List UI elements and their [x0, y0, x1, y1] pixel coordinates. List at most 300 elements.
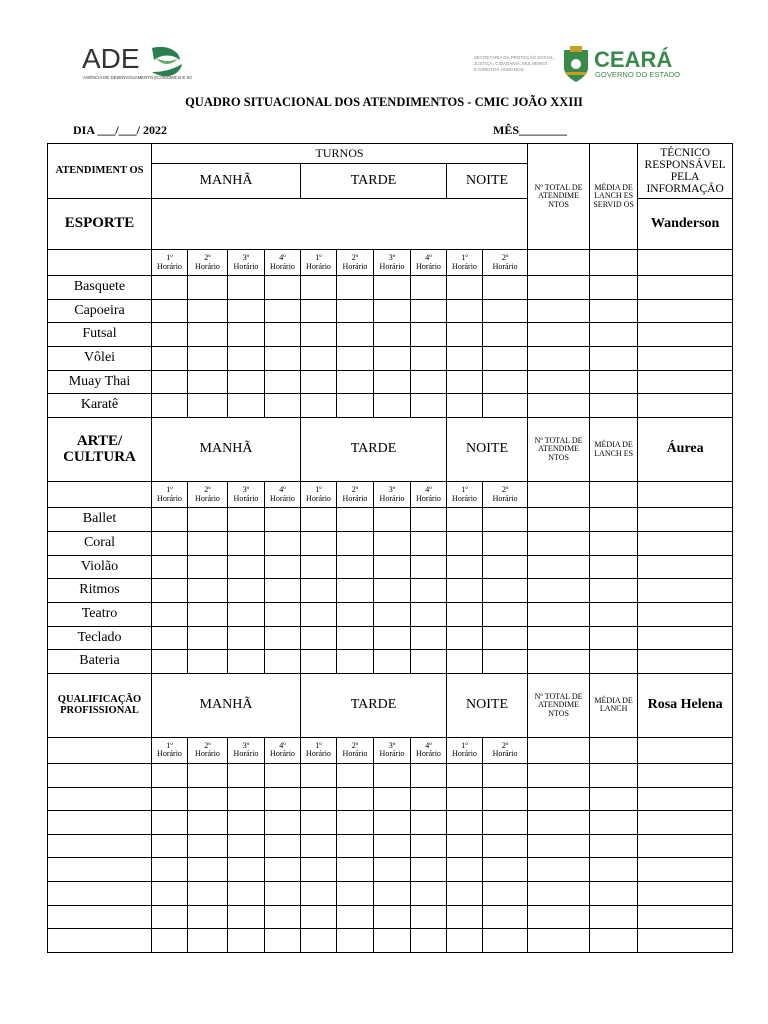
horario-cell[interactable]: [483, 531, 528, 555]
horario-cell[interactable]: [447, 394, 483, 418]
horario-cell[interactable]: [265, 276, 301, 300]
horario-cell[interactable]: [337, 347, 374, 371]
horario-cell[interactable]: [483, 811, 528, 835]
tecnico-cell[interactable]: [638, 323, 733, 347]
horario-cell[interactable]: [265, 787, 301, 811]
horario-cell[interactable]: [152, 602, 188, 626]
horario-cell[interactable]: [411, 276, 447, 300]
horario-cell[interactable]: [152, 579, 188, 603]
horario-cell[interactable]: [411, 763, 447, 787]
horario-cell[interactable]: [301, 787, 337, 811]
total-cell[interactable]: [528, 555, 590, 579]
horario-cell[interactable]: [188, 394, 228, 418]
media-cell[interactable]: [590, 650, 638, 674]
tecnico-cell[interactable]: [638, 579, 733, 603]
horario-cell[interactable]: [188, 626, 228, 650]
horario-cell[interactable]: [483, 787, 528, 811]
total-cell[interactable]: [528, 299, 590, 323]
horario-cell[interactable]: [265, 811, 301, 835]
horario-cell[interactable]: [265, 555, 301, 579]
horario-cell[interactable]: [374, 276, 411, 300]
horario-cell[interactable]: [228, 508, 265, 532]
horario-cell[interactable]: [483, 763, 528, 787]
horario-cell[interactable]: [483, 299, 528, 323]
tecnico-cell[interactable]: [638, 555, 733, 579]
media-cell[interactable]: [590, 323, 638, 347]
horario-cell[interactable]: [188, 323, 228, 347]
horario-cell[interactable]: [301, 602, 337, 626]
tecnico-cell[interactable]: [638, 276, 733, 300]
total-cell[interactable]: [528, 347, 590, 371]
horario-cell[interactable]: [447, 626, 483, 650]
horario-cell[interactable]: [374, 787, 411, 811]
horario-cell[interactable]: [228, 579, 265, 603]
horario-cell[interactable]: [483, 347, 528, 371]
horario-cell[interactable]: [152, 299, 188, 323]
horario-cell[interactable]: [228, 650, 265, 674]
horario-cell[interactable]: [301, 579, 337, 603]
horario-cell[interactable]: [337, 787, 374, 811]
horario-cell[interactable]: [447, 370, 483, 394]
horario-cell[interactable]: [265, 650, 301, 674]
horario-cell[interactable]: [152, 834, 188, 858]
horario-cell[interactable]: [301, 323, 337, 347]
secretaria-line-1: SECRETARIA DA PROTEÇÃO SOCIAL,: [474, 55, 555, 60]
horario-cell[interactable]: [447, 650, 483, 674]
horario-cell[interactable]: [447, 276, 483, 300]
total-cell[interactable]: [528, 858, 590, 882]
tecnico-cell[interactable]: [638, 650, 733, 674]
horario-cell[interactable]: [483, 881, 528, 905]
horario-cell[interactable]: [374, 299, 411, 323]
activity-row: [48, 763, 733, 787]
tecnico-name: Áurea: [638, 418, 733, 482]
horario-cell[interactable]: [301, 905, 337, 929]
horario-cell[interactable]: [228, 905, 265, 929]
horario-cell[interactable]: [188, 579, 228, 603]
horario-cell[interactable]: [301, 650, 337, 674]
horario-cell[interactable]: [483, 508, 528, 532]
horario-cell[interactable]: [228, 858, 265, 882]
horario-cell[interactable]: [447, 881, 483, 905]
media-cell[interactable]: [590, 579, 638, 603]
horario-cell[interactable]: [447, 787, 483, 811]
horario-cell[interactable]: [483, 323, 528, 347]
horario-cell[interactable]: [265, 370, 301, 394]
tecnico-cell[interactable]: [638, 834, 733, 858]
horario-cell[interactable]: [228, 602, 265, 626]
total-header: Nº TOTAL DE ATENDIME NTOS: [528, 418, 590, 482]
horario-cell[interactable]: [228, 811, 265, 835]
horario-cell[interactable]: [337, 811, 374, 835]
tecnico-cell[interactable]: [638, 858, 733, 882]
horario-cell[interactable]: [411, 347, 447, 371]
media-cell[interactable]: [590, 881, 638, 905]
tecnico-cell[interactable]: [638, 347, 733, 371]
activity-row: [48, 579, 733, 603]
total-cell[interactable]: [528, 323, 590, 347]
horario-cell[interactable]: [411, 787, 447, 811]
total-cell[interactable]: [528, 370, 590, 394]
horario-cell[interactable]: [228, 531, 265, 555]
horario-cell[interactable]: [374, 370, 411, 394]
horario-cell[interactable]: [301, 370, 337, 394]
horario-cell[interactable]: [265, 299, 301, 323]
horario-cell[interactable]: [337, 858, 374, 882]
media-cell[interactable]: [590, 508, 638, 532]
horario-cell[interactable]: [447, 834, 483, 858]
horario-cell[interactable]: [265, 834, 301, 858]
media-cell[interactable]: [590, 905, 638, 929]
activity-row: [48, 929, 733, 953]
horario-cell[interactable]: [411, 905, 447, 929]
horario-cell[interactable]: [337, 276, 374, 300]
horario-cell[interactable]: [411, 531, 447, 555]
horario-cell[interactable]: [337, 299, 374, 323]
total-cell[interactable]: [528, 531, 590, 555]
total-cell[interactable]: [528, 276, 590, 300]
horario-cell[interactable]: [374, 531, 411, 555]
activity-label: [48, 929, 152, 953]
horario-cell[interactable]: [447, 531, 483, 555]
horario-cell[interactable]: [301, 929, 337, 953]
horario-cell[interactable]: [447, 323, 483, 347]
horario-cell[interactable]: [152, 787, 188, 811]
horario-cell[interactable]: [188, 650, 228, 674]
activity-label: Ballet: [48, 508, 152, 532]
horario-cell[interactable]: [411, 323, 447, 347]
horario-cell[interactable]: [483, 579, 528, 603]
media-cell[interactable]: [590, 929, 638, 953]
horario-cell[interactable]: [188, 834, 228, 858]
tecnico-cell[interactable]: [638, 508, 733, 532]
horario-cell[interactable]: [411, 579, 447, 603]
horario-cell[interactable]: [152, 531, 188, 555]
horario-cell[interactable]: [188, 508, 228, 532]
horario-cell[interactable]: [188, 555, 228, 579]
horario-cell[interactable]: [265, 323, 301, 347]
horario-cell[interactable]: [188, 531, 228, 555]
horario-cell[interactable]: [337, 929, 374, 953]
horario-cell[interactable]: [411, 555, 447, 579]
horario-cell[interactable]: [337, 323, 374, 347]
horario-cell[interactable]: [337, 650, 374, 674]
horario-cell[interactable]: [374, 323, 411, 347]
horario-cell[interactable]: [447, 858, 483, 882]
media-cell[interactable]: [590, 250, 638, 276]
horario-cell[interactable]: [447, 602, 483, 626]
horario-cell[interactable]: [337, 602, 374, 626]
horario-cell[interactable]: [188, 299, 228, 323]
horario-cell[interactable]: [337, 508, 374, 532]
horario-cell[interactable]: [152, 370, 188, 394]
horario-cell[interactable]: [447, 763, 483, 787]
horario-cell[interactable]: [337, 394, 374, 418]
horario-cell[interactable]: [447, 508, 483, 532]
total-cell[interactable]: [528, 650, 590, 674]
tecnico-cell[interactable]: [638, 602, 733, 626]
horario-cell[interactable]: [374, 858, 411, 882]
horario-cell[interactable]: [188, 811, 228, 835]
horario-cell[interactable]: [447, 811, 483, 835]
horario-cell[interactable]: [411, 929, 447, 953]
tecnico-cell[interactable]: [638, 763, 733, 787]
horario-cell[interactable]: [337, 370, 374, 394]
tecnico-cell[interactable]: [638, 626, 733, 650]
tecnico-cell[interactable]: [638, 787, 733, 811]
horario-cell[interactable]: [301, 394, 337, 418]
horario-cell[interactable]: [228, 834, 265, 858]
horario-cell[interactable]: [265, 626, 301, 650]
tecnico-cell[interactable]: [638, 929, 733, 953]
horario-header: 1º Horário: [447, 250, 483, 276]
horario-cell[interactable]: [188, 881, 228, 905]
tecnico-cell[interactable]: [638, 737, 733, 763]
horario-cell[interactable]: [411, 602, 447, 626]
horario-cell[interactable]: [337, 531, 374, 555]
horario-cell[interactable]: [483, 626, 528, 650]
total-cell[interactable]: [528, 250, 590, 276]
horario-cell[interactable]: [152, 905, 188, 929]
media-cell[interactable]: [590, 787, 638, 811]
turn-tarde: TARDE: [301, 673, 447, 737]
horario-cell[interactable]: [447, 299, 483, 323]
total-cell[interactable]: [528, 737, 590, 763]
tecnico-cell[interactable]: [638, 299, 733, 323]
horario-cell[interactable]: [483, 650, 528, 674]
horario-cell[interactable]: [265, 347, 301, 371]
horario-cell[interactable]: [374, 763, 411, 787]
tecnico-cell[interactable]: [638, 250, 733, 276]
horario-cell[interactable]: [411, 834, 447, 858]
media-cell[interactable]: [590, 394, 638, 418]
activity-row: [48, 299, 733, 323]
horario-cell[interactable]: [228, 881, 265, 905]
total-cell[interactable]: [528, 763, 590, 787]
horario-cell[interactable]: [265, 905, 301, 929]
horario-cell[interactable]: [152, 555, 188, 579]
horario-cell[interactable]: [447, 347, 483, 371]
horario-cell[interactable]: [483, 858, 528, 882]
tecnico-cell[interactable]: [638, 370, 733, 394]
horario-cell[interactable]: [447, 929, 483, 953]
horario-cell[interactable]: [374, 555, 411, 579]
horario-cell[interactable]: [301, 508, 337, 532]
media-cell[interactable]: [590, 763, 638, 787]
horario-cell[interactable]: [188, 276, 228, 300]
horario-cell[interactable]: [188, 787, 228, 811]
horario-cell[interactable]: [301, 555, 337, 579]
horario-cell[interactable]: [337, 834, 374, 858]
horario-cell[interactable]: [265, 929, 301, 953]
horario-cell[interactable]: [411, 394, 447, 418]
horario-cell[interactable]: [152, 858, 188, 882]
horario-cell[interactable]: [483, 394, 528, 418]
horario-cell[interactable]: [265, 531, 301, 555]
horario-cell[interactable]: [301, 347, 337, 371]
horario-cell[interactable]: [265, 881, 301, 905]
horario-cell[interactable]: [188, 905, 228, 929]
media-cell[interactable]: [590, 737, 638, 763]
horario-cell[interactable]: [447, 555, 483, 579]
horario-cell[interactable]: [301, 531, 337, 555]
horario-cell[interactable]: [228, 555, 265, 579]
horario-cell[interactable]: [374, 626, 411, 650]
horario-cell[interactable]: [152, 347, 188, 371]
horario-cell[interactable]: [411, 650, 447, 674]
horario-cell[interactable]: [301, 626, 337, 650]
horario-cell[interactable]: [152, 929, 188, 953]
horario-cell[interactable]: [188, 347, 228, 371]
total-cell[interactable]: [528, 482, 590, 508]
horario-cell[interactable]: [152, 626, 188, 650]
horario-cell[interactable]: [301, 834, 337, 858]
horario-cell[interactable]: [301, 763, 337, 787]
horario-cell[interactable]: [337, 555, 374, 579]
tecnico-cell[interactable]: [638, 531, 733, 555]
media-cell[interactable]: [590, 811, 638, 835]
total-cell[interactable]: [528, 834, 590, 858]
horario-cell[interactable]: [228, 626, 265, 650]
total-cell[interactable]: [528, 811, 590, 835]
tecnico-cell[interactable]: [638, 881, 733, 905]
horario-cell[interactable]: [411, 299, 447, 323]
horario-cell[interactable]: [374, 811, 411, 835]
horario-cell[interactable]: [265, 763, 301, 787]
horario-cell[interactable]: [228, 299, 265, 323]
horario-cell[interactable]: [152, 276, 188, 300]
horario-cell[interactable]: [152, 508, 188, 532]
media-cell[interactable]: [590, 299, 638, 323]
horario-cell[interactable]: [301, 299, 337, 323]
horario-cell[interactable]: [337, 881, 374, 905]
horario-cell[interactable]: [447, 905, 483, 929]
horario-cell[interactable]: [301, 858, 337, 882]
total-cell[interactable]: [528, 394, 590, 418]
horario-cell[interactable]: [374, 929, 411, 953]
horario-cell[interactable]: [447, 579, 483, 603]
horario-cell[interactable]: [483, 555, 528, 579]
horario-cell[interactable]: [411, 811, 447, 835]
horario-header: 1º Horário: [301, 250, 337, 276]
media-cell[interactable]: [590, 276, 638, 300]
horario-cell[interactable]: [228, 763, 265, 787]
media-cell[interactable]: [590, 626, 638, 650]
horario-cell[interactable]: [411, 508, 447, 532]
total-cell[interactable]: [528, 626, 590, 650]
horario-cell[interactable]: [265, 602, 301, 626]
horario-cell[interactable]: [152, 323, 188, 347]
horario-cell[interactable]: [188, 763, 228, 787]
horario-cell[interactable]: [483, 834, 528, 858]
media-cell[interactable]: [590, 602, 638, 626]
horario-cell[interactable]: [374, 579, 411, 603]
activity-row: [48, 905, 733, 929]
horario-cell[interactable]: [265, 579, 301, 603]
horario-cell[interactable]: [483, 929, 528, 953]
media-cell[interactable]: [590, 858, 638, 882]
horario-cell[interactable]: [337, 626, 374, 650]
horario-cell[interactable]: [228, 787, 265, 811]
horario-cell[interactable]: [152, 811, 188, 835]
horario-cell[interactable]: [152, 650, 188, 674]
horario-cell[interactable]: [188, 858, 228, 882]
horario-cell[interactable]: [265, 394, 301, 418]
horario-cell[interactable]: [337, 579, 374, 603]
total-cell[interactable]: [528, 508, 590, 532]
horario-cell[interactable]: [374, 881, 411, 905]
horario-cell[interactable]: [374, 834, 411, 858]
horario-cell[interactable]: [483, 602, 528, 626]
tecnico-cell[interactable]: [638, 905, 733, 929]
total-cell[interactable]: [528, 905, 590, 929]
media-cell[interactable]: [590, 347, 638, 371]
horario-cell[interactable]: [188, 370, 228, 394]
activity-row: [48, 323, 733, 347]
horario-cell[interactable]: [301, 811, 337, 835]
ceara-logo: [470, 42, 692, 84]
horario-cell[interactable]: [483, 276, 528, 300]
media-cell[interactable]: [590, 834, 638, 858]
horario-cell[interactable]: [301, 276, 337, 300]
row-label-cell: [48, 250, 152, 276]
horario-cell[interactable]: [228, 929, 265, 953]
horario-cell[interactable]: [411, 626, 447, 650]
tecnico-cell[interactable]: [638, 811, 733, 835]
horario-cell[interactable]: [228, 370, 265, 394]
media-cell[interactable]: [590, 555, 638, 579]
horario-cell[interactable]: [265, 858, 301, 882]
horario-cell[interactable]: [374, 508, 411, 532]
horario-cell[interactable]: [301, 881, 337, 905]
horario-cell[interactable]: [374, 650, 411, 674]
horario-cell[interactable]: [374, 905, 411, 929]
horario-cell[interactable]: [228, 347, 265, 371]
horario-cell[interactable]: [337, 763, 374, 787]
total-cell[interactable]: [528, 787, 590, 811]
tecnico-cell[interactable]: [638, 482, 733, 508]
horario-cell[interactable]: [188, 602, 228, 626]
media-cell[interactable]: [590, 370, 638, 394]
horario-header-row: [48, 482, 733, 508]
horario-cell[interactable]: [374, 347, 411, 371]
horario-cell[interactable]: [374, 394, 411, 418]
horario-cell[interactable]: [228, 394, 265, 418]
total-cell[interactable]: [528, 881, 590, 905]
media-cell[interactable]: [590, 482, 638, 508]
media-cell[interactable]: [590, 531, 638, 555]
horario-header-row: [48, 737, 733, 763]
tecnico-cell[interactable]: [638, 394, 733, 418]
horario-cell[interactable]: [411, 881, 447, 905]
horario-cell[interactable]: [228, 276, 265, 300]
horario-cell[interactable]: [188, 929, 228, 953]
horario-cell[interactable]: [411, 858, 447, 882]
horario-cell[interactable]: [337, 905, 374, 929]
total-cell[interactable]: [528, 602, 590, 626]
horario-cell[interactable]: [152, 394, 188, 418]
total-cell[interactable]: [528, 929, 590, 953]
horario-cell[interactable]: [483, 905, 528, 929]
horario-cell[interactable]: [483, 370, 528, 394]
horario-cell[interactable]: [228, 323, 265, 347]
horario-cell[interactable]: [265, 508, 301, 532]
horario-cell[interactable]: [411, 370, 447, 394]
total-cell[interactable]: [528, 579, 590, 603]
horario-cell[interactable]: [152, 881, 188, 905]
horario-cell[interactable]: [374, 602, 411, 626]
horario-cell[interactable]: [152, 763, 188, 787]
